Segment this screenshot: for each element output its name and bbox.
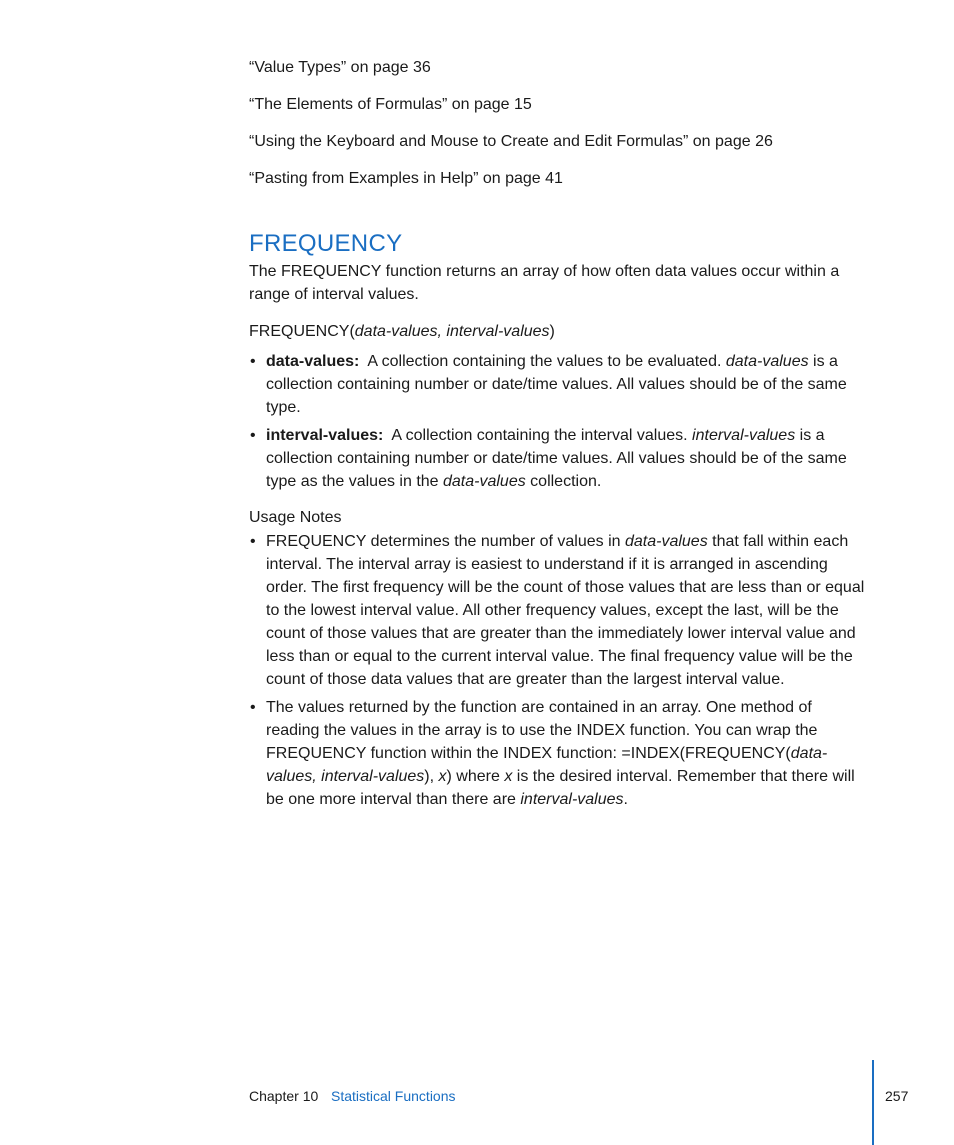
syntax-arg-data-values: data-values: [354, 323, 438, 340]
bullet-icon: •: [250, 427, 256, 444]
footer-chapter: Chapter 10: [249, 1088, 319, 1104]
bullet-icon: •: [250, 353, 256, 370]
bullet-icon: •: [250, 533, 256, 550]
argument-ref: data-values: [443, 473, 526, 490]
usage-text: The values returned by the function are contained in an array. One method of reading the values in the array is to use the INDEX function. You can wrap the FREQUENCY function within the INDEX function: =INDEX(FREQUENCY(: [266, 699, 818, 762]
function-syntax: [249, 320, 555, 343]
bullet-icon: •: [250, 699, 256, 716]
usage-italic: x: [438, 768, 447, 785]
argument-ref: data-values: [725, 353, 809, 370]
usage-text: that fall within each interval. The interval array is easiest to understand if it is arranged in ascending order. The first frequency will be the count of those values that are less than or equal to the lowest interval value. All other frequency values, except the last, will be the count of those values that are greater than the immediately lower interval value and less than or equal to the current interval value. The final frequency value will be the count of those data values that are greater than the largest interval value.: [266, 533, 865, 688]
argument-list: [249, 350, 869, 498]
footer-section-link[interactable]: Statistical Functions: [331, 1088, 456, 1104]
syntax-arg-interval-values: interval-values: [446, 323, 550, 340]
syntax-open-paren: (: [349, 323, 355, 340]
usage-text: .: [623, 791, 628, 808]
usage-italic: x: [504, 768, 513, 785]
argument-rest: is a collection containing number or date/time values. All values should be of the same type.: [266, 353, 847, 416]
syntax-close-paren: ): [549, 323, 555, 340]
cross-reference-link[interactable]: “Pasting from Examples in Help” on page 41: [249, 170, 563, 187]
cross-reference-link[interactable]: “Using the Keyboard and Mouse to Create and Edit Formulas” on page 26: [249, 133, 773, 150]
usage-note: [249, 696, 869, 811]
argument-term: data-values:: [266, 353, 360, 370]
cross-reference-link[interactable]: “The Elements of Formulas” on page 15: [249, 96, 532, 113]
cross-reference-link[interactable]: “Value Types” on page 36: [249, 59, 431, 76]
usage-text: ),: [424, 768, 439, 785]
usage-italic: data-values, interval-values: [266, 745, 828, 785]
usage-note: [249, 530, 869, 691]
argument-item: [249, 350, 869, 419]
syntax-separator: ,: [437, 323, 447, 340]
argument-end: collection.: [525, 473, 602, 490]
usage-text: is the desired interval. Remember that there will be one more interval than there are: [266, 768, 855, 808]
footer-divider: [872, 1060, 874, 1145]
usage-notes-list: [249, 530, 869, 816]
usage-italic: interval-values: [520, 791, 624, 808]
argument-ref: interval-values: [692, 427, 796, 444]
section-title: FREQUENCY: [249, 230, 403, 257]
usage-text: FREQUENCY determines the number of values in: [266, 533, 625, 550]
argument-desc: A collection containing the values to be evaluated.: [367, 353, 722, 370]
argument-item: [249, 424, 869, 493]
page-number: 257: [885, 1088, 909, 1104]
syntax-function-name: FREQUENCY: [249, 323, 350, 340]
section-intro: The FREQUENCY function returns an array of how often data values occur within a range of interval values.: [249, 263, 840, 303]
usage-notes-heading: Usage Notes: [249, 509, 342, 526]
usage-text: ) where: [446, 768, 505, 785]
argument-desc: A collection containing the interval values.: [391, 427, 688, 444]
argument-rest: is a collection containing number or date/time values. All values should be of the same type as the values in the: [266, 427, 847, 490]
usage-italic: data-values: [624, 533, 708, 550]
argument-term: interval-values:: [266, 427, 384, 444]
